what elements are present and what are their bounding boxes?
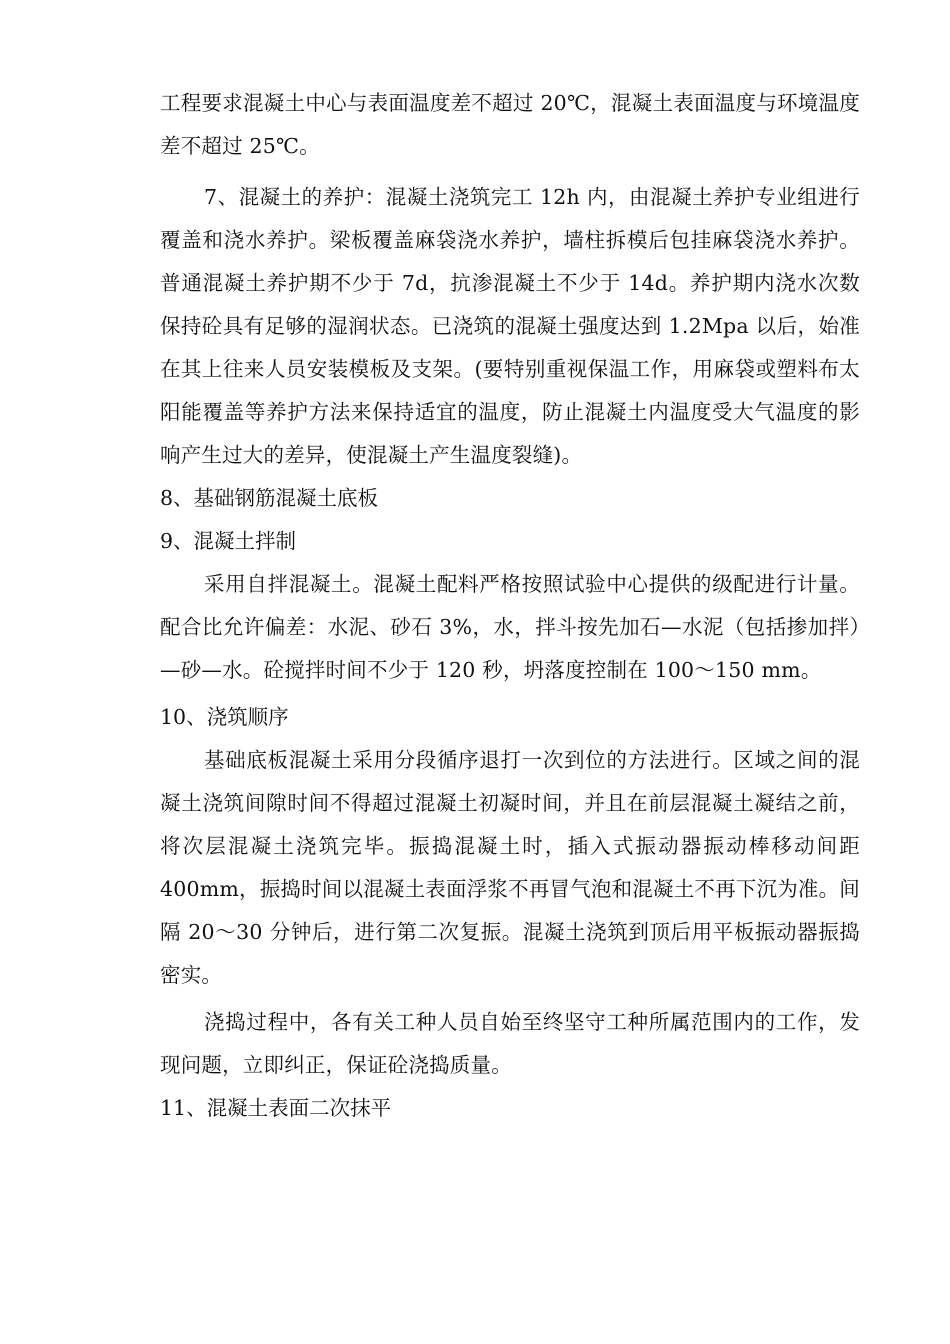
paragraph-temperature-requirement: 工程要求混凝土中心与表面温度差不超过 20℃，混凝土表面温度与环境温度差不超过 25℃。: [160, 91, 860, 158]
paragraph-pouring-supervision: 浇捣过程中，各有关工种人员自始至终坚守工种所属范围内的工作，发现问题，立即纠正，保证砼浇捣质量。: [160, 1010, 860, 1077]
heading-concrete-mixing: 9、混凝土拌制: [160, 529, 297, 553]
heading-surface-finishing: 11、混凝土表面二次抹平: [160, 1096, 392, 1120]
heading-pouring-sequence: 10、浇筑顺序: [160, 705, 289, 729]
heading-foundation-slab: 8、基础钢筋混凝土底板: [160, 486, 379, 510]
document-page: [160, 82, 860, 1130]
paragraph-concrete-curing: 7、混凝土的养护：混凝土浇筑完工 12h 内，由混凝土养护专业组进行覆盖和浇水养护。梁板覆盖麻袋浇水养护，墙柱拆模后包挂麻袋浇水养护。普通混凝土养护期不少于 7d，抗渗混凝土不少于 14d。养护期内浇水次数保持砼具有足够的湿润状态。已浇筑的混凝土强度达到 1.2Mpa 以后，始准在其上往来人员安装模板及支架。(要特别重视保温工作，用麻袋或塑料布太阳能覆盖等养护方法来保持适宜的温度，防止混凝土内温度受大气温度的影响产生过大的差异，使混凝土产生温度裂缝)。: [160, 185, 860, 467]
paragraph-pouring-details: 基础底板混凝土采用分段循序退打一次到位的方法进行。区域之间的混凝土浇筑间隙时间不得超过混凝土初凝时间，并且在前层混凝土凝结之前，将次层混凝土浇筑完毕。振捣混凝土时，插入式振动器振动棒移动间距 400mm，振捣时间以混凝土表面浮浆不再冒气泡和混凝土不再下沉为准。间隔 20～30 分钟后，进行第二次复振。混凝土浇筑到顶后用平板振动器振捣密实。: [160, 748, 861, 987]
paragraph-mixing-details: 采用自拌混凝土。混凝土配料严格按照试验中心提供的级配进行计量。配合比允许偏差：水泥、砂石 3%，水，拌斗按先加石—水泥（包括掺加拌）—砂—水。砼搅拌时间不少于 120 秒，坍落度控制在 100～150 mm。: [160, 572, 860, 682]
